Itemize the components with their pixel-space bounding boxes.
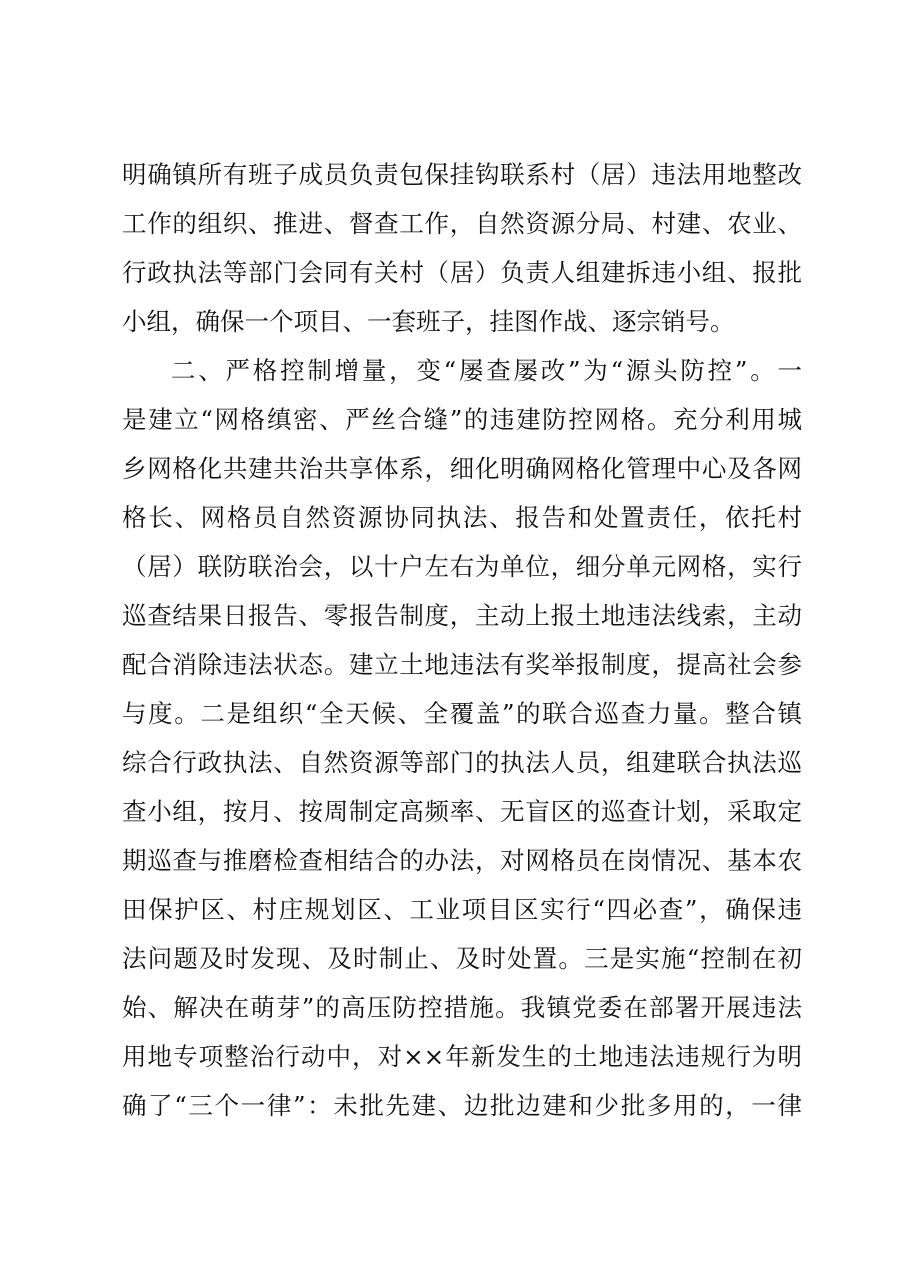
text-line: 综合行政执法、自然资源等部门的执法人员，组建联合执法巡 xyxy=(122,748,802,777)
text-line: 工作的组织、推进、督查工作，自然资源分局、村建、农业、 xyxy=(122,209,802,238)
text-line: 明确镇所有班子成员负责包保挂钩联系村（居）违法用地整改 xyxy=(122,160,802,189)
text-line: 查小组，按月、按周制定高频率、无盲区的巡查计划，采取定 xyxy=(122,797,802,826)
text-line: 是建立“网格缜密、严丝合缝”的违建防控网格。充分利用城 xyxy=(122,405,802,434)
text-line: 用地专项整治行动中，对××年新发生的土地违法违规行为明 xyxy=(122,1042,802,1071)
text-line: 配合消除违法状态。建立土地违法有奖举报制度，提高社会参 xyxy=(122,650,802,679)
text-line: 始、解决在萌芽”的高压防控措施。我镇党委在部署开展违法 xyxy=(122,993,802,1022)
text-line: 期巡查与推磨检查相结合的办法，对网格员在岗情况、基本农 xyxy=(122,846,802,875)
text-line: （居）联防联治会，以十户左右为单位，细分单元网格，实行 xyxy=(122,552,802,581)
section-heading-line: 二、严格控制增量，变“屡查屡改”为“源头防控”。一 xyxy=(171,356,802,385)
text-line: 与度。二是组织“全天候、全覆盖”的联合巡查力量。整合镇 xyxy=(122,699,802,728)
text-line: 乡网格化共建共治共享体系，细化明确网格化管理中心及各网 xyxy=(122,454,802,483)
text-line: 小组，确保一个项目、一套班子，挂图作战、逐宗销号。 xyxy=(122,307,735,336)
text-line: 确了“三个一律”：未批先建、边批边建和少批多用的，一律 xyxy=(122,1091,802,1120)
text-line: 格长、网格员自然资源协同执法、报告和处置责任，依托村 xyxy=(122,503,802,532)
text-line: 巡查结果日报告、零报告制度，主动上报土地违法线索，主动 xyxy=(122,601,802,630)
text-line: 法问题及时发现、及时制止、及时处置。三是实施“控制在初 xyxy=(122,944,802,973)
text-line: 田保护区、村庄规划区、工业项目区实行“四必查”，确保违 xyxy=(122,895,802,924)
body-text xyxy=(122,150,802,1130)
text-line: 行政执法等部门会同有关村（居）负责人组建拆违小组、报批 xyxy=(122,258,802,287)
